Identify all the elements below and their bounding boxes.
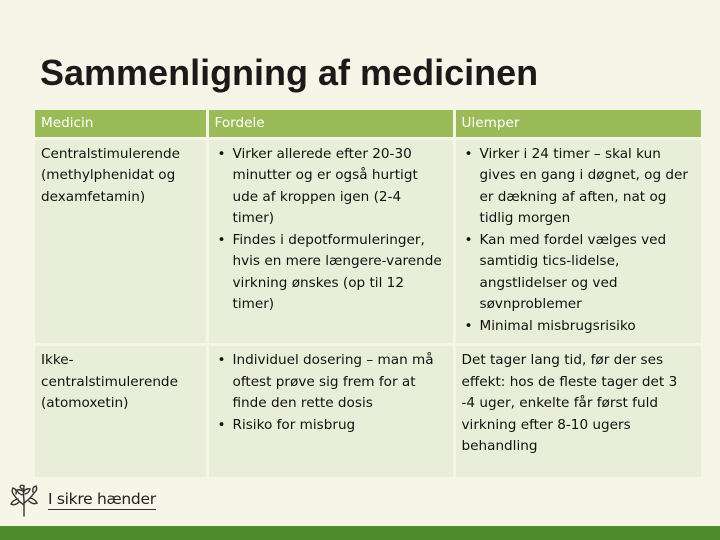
tree-leaf-logo-icon: [8, 483, 40, 517]
brand-logo: [8, 482, 156, 518]
ulemper-cell: [454, 138, 701, 345]
fordele-list: [215, 144, 447, 316]
header-ulemper: Ulemper: [454, 110, 701, 138]
medicin-cell: Centralstimulerende (methylphenidat og dexamfetamin): [35, 138, 207, 345]
header-fordele: Fordele: [207, 110, 454, 138]
logo-text: I sikre hænder: [48, 490, 156, 508]
page-title: Sammenligning af medicinen: [40, 52, 539, 93]
list-item: • Virker i 24 timer – skal kun gives en gang i døgnet, og der er dækning af aften, nat og tidlig morgen: [462, 144, 696, 230]
header-medicin: Medicin: [35, 110, 207, 138]
fordele-list: [215, 350, 447, 436]
table-row: [35, 138, 701, 345]
fordele-cell: [207, 138, 454, 345]
list-item: • Risiko for misbrug: [215, 415, 447, 437]
list-item: • Minimal misbrugsrisiko: [462, 316, 696, 338]
table-header-row: [35, 110, 701, 138]
list-item: • Kan med fordel vælges ved samtidig tics-lidelse, angstlidelser og ved søvnproblemer: [462, 230, 696, 316]
ulemper-list: [462, 144, 696, 338]
list-item: • Findes i depotformuleringer, hvis en mere længere-varende virkning ønskes (op til 12 timer): [215, 230, 447, 316]
table-row: [35, 345, 701, 478]
ulemper-cell: Det tager lang tid, før der ses effekt: hos de fleste tager det 3 -4 uger, enkelte får først fuld virkning efter 8-10 ugers behandling: [454, 345, 701, 478]
footer-bar: [0, 526, 720, 540]
comparison-table: [35, 110, 701, 477]
fordele-cell: [207, 345, 454, 478]
medicin-cell: Ikke-centralstimulerende (atomoxetin): [35, 345, 207, 478]
list-item: • Virker allerede efter 20-30 minutter og er også hurtigt ude af kroppen igen (2-4 timer): [215, 144, 447, 230]
list-item: • Individuel dosering – man må oftest prøve sig frem for at finde den rette dosis: [215, 350, 447, 415]
